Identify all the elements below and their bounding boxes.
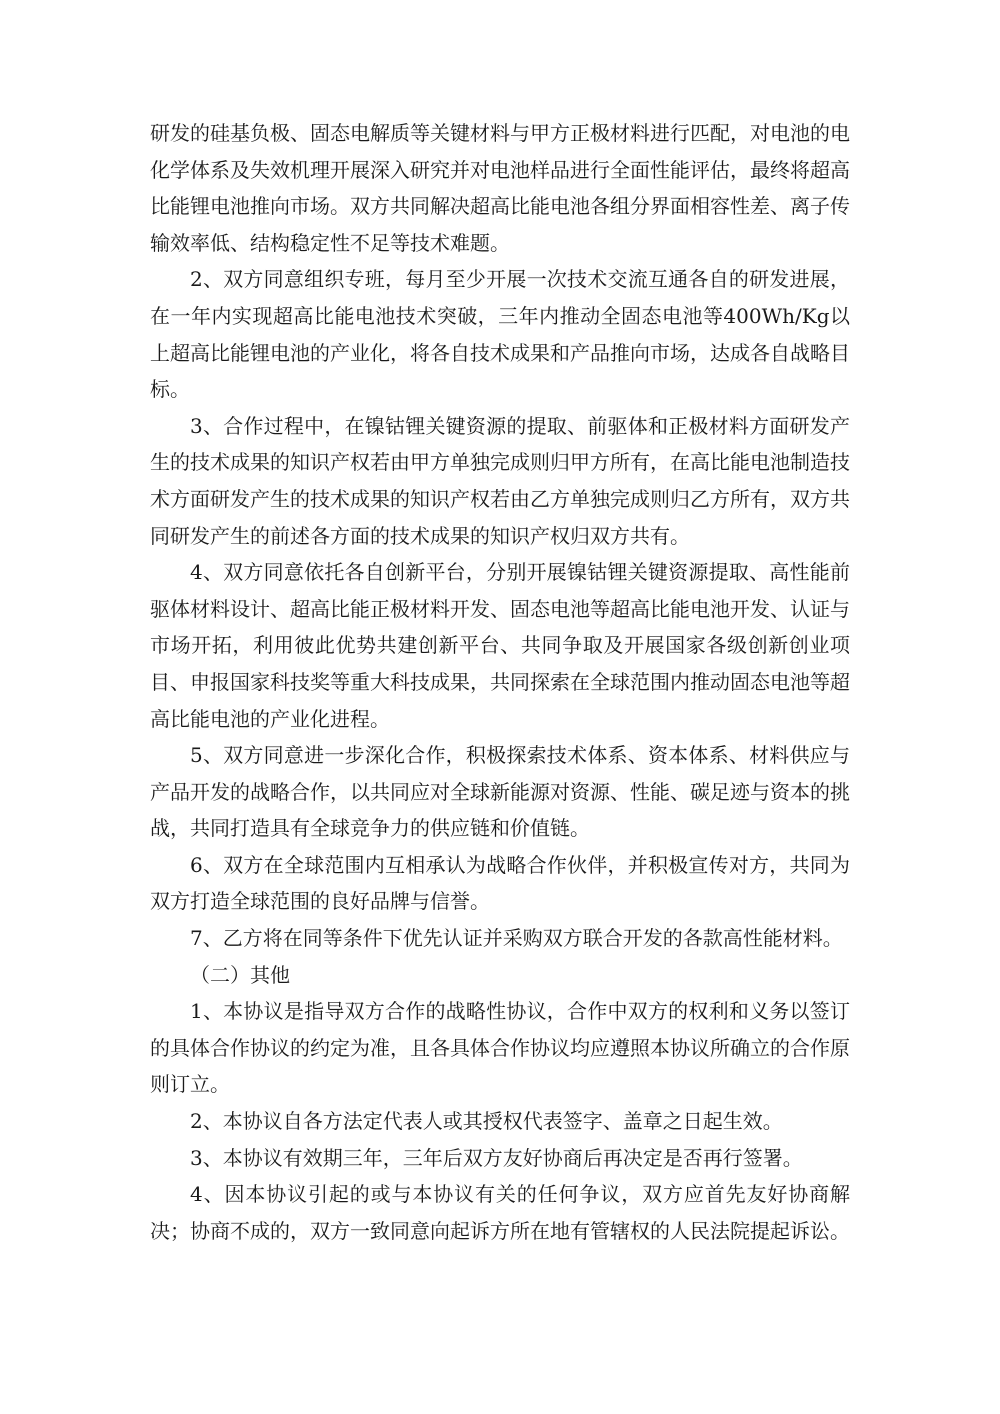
other-clause-1: 1、本协议是指导双方合作的战略性协议，合作中双方的权利和义务以签订的具体合作协议的约定为准，且各具体合作协议均应遵照本协议所确立的合作原则订立。 <box>150 999 850 1097</box>
clause-4: 4、双方同意依托各自创新平台，分别开展镍钴锂关键资源提取、高性能前驱体材料设计、超高比能正极材料开发、固态电池等超高比能电池开发、认证与市场开拓，利用彼此优势共建创新平台、共同争取及开展国家各级创新创业项目、申报国家科技奖等重大科技成果，共同探索在全球范围内推动固态电池等超高比能电池的产业化进程。 <box>150 560 850 731</box>
other-clause-2: 2、本协议自各方法定代表人或其授权代表签字、盖章之日起生效。 <box>190 1109 783 1134</box>
clause-2: 2、双方同意组织专班，每月至少开展一次技术交流互通各自的研发进展，在一年内实现超高比能电池技术突破，三年内推动全固态电池等400Wh/Kg以上超高比能锂电池的产业化，将各自技术成果和产品推向市场，达成各自战略目标。 <box>150 267 850 402</box>
clause-7: 7、乙方将在同等条件下优先认证并采购双方联合开发的各款高性能材料。 <box>190 926 843 951</box>
clause-6: 6、双方在全球范围内互相承认为战略合作伙伴，并积极宣传对方，共同为双方打造全球范围的良好品牌与信誉。 <box>150 852 850 914</box>
paragraph-continuation: 研发的硅基负极、固态电解质等关键材料与甲方正极材料进行匹配，对电池的电化学体系及失效机理开展深入研究并对电池样品进行全面性能评估，最终将超高比能锂电池推向市场。双方共同解决超高比能电池各组分界面相容性差、离子传输效率低、结构稳定性不足等技术难题。 <box>150 121 850 255</box>
clause-5: 5、双方同意进一步深化合作，积极探索技术体系、资本体系、材料供应与产品开发的战略合作，以共同应对全球新能源对资源、性能、碳足迹与资本的挑战，共同打造具有全球竞争力的供应链和价值链。 <box>150 743 850 841</box>
other-clause-4: 4、因本协议引起的或与本协议有关的任何争议，双方应首先友好协商解决；协商不成的，双方一致同意向起诉方所在地有管辖权的人民法院提起诉讼。 <box>150 1182 850 1243</box>
other-clause-3: 3、本协议有效期三年，三年后双方友好协商后再决定是否再行签署。 <box>190 1145 803 1170</box>
document-body <box>150 115 850 1249</box>
section-heading-other: （二）其他 <box>190 962 290 987</box>
clause-3: 3、合作过程中，在镍钴锂关键资源的提取、前驱体和正极材料方面研发产生的技术成果的知识产权若由甲方单独完成则归甲方所有，在高比能电池制造技术方面研发产生的技术成果的知识产权若由乙方单独完成则归乙方所有，双方共同研发产生的前述各方面的技术成果的知识产权归双方共有。 <box>150 413 850 548</box>
